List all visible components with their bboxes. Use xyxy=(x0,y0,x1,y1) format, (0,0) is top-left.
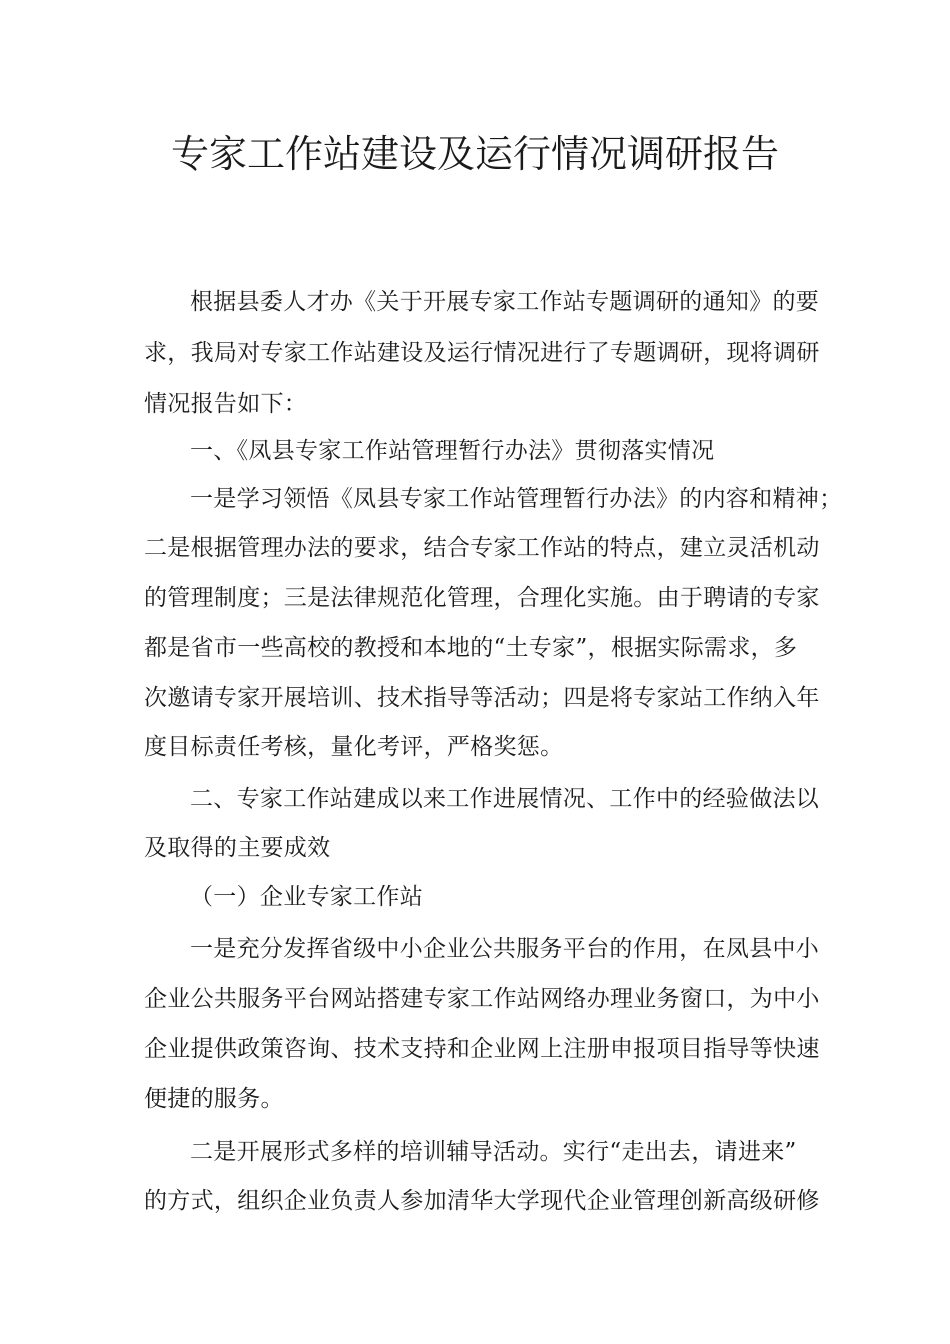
paragraph-line: 都是省市一些高校的教授和本地的“土专家”，根据实际需求，多 xyxy=(144,635,798,661)
document-title: 专家工作站建设及运行情况调研报告 xyxy=(170,132,779,176)
subsection-heading: （一）企业专家工作站 xyxy=(190,884,423,910)
paragraph-line: 次邀请专家开展培训、技术指导等活动；四是将专家站工作纳入年 xyxy=(144,685,820,711)
paragraph-line: 企业提供政策咨询、技术支持和企业网上注册申报项目指导等快速 xyxy=(144,1036,820,1062)
paragraph-line: 求，我局对专家工作站建设及运行情况进行了专题调研，现将调研 xyxy=(144,340,820,366)
section-heading-cont: 及取得的主要成效 xyxy=(144,835,331,861)
paragraph-line: 便捷的服务。 xyxy=(144,1086,284,1112)
paragraph-line: 企业公共服务平台网站搭建专家工作站网络办理业务窗口，为中小 xyxy=(144,986,820,1012)
paragraph-line: 根据县委人才办《关于开展专家工作站专题调研的通知》的要 xyxy=(190,289,820,315)
paragraph-line: 一是学习领悟《凤县专家工作站管理暂行办法》的内容和精神； xyxy=(190,486,843,512)
paragraph-line: 度目标责任考核，量化考评，严格奖惩。 xyxy=(144,734,564,760)
paragraph-line: 情况报告如下： xyxy=(144,391,308,417)
paragraph-line: 一是充分发挥省级中小企业公共服务平台的作用，在凤县中小 xyxy=(190,936,820,962)
section-heading: 二、专家工作站建成以来工作进展情况、工作中的经验做法以 xyxy=(190,786,820,812)
paragraph-line: 二是开展形式多样的培训辅导活动。实行“走出去，请进来” xyxy=(190,1139,797,1165)
paragraph-line: 的管理制度；三是法律规范化管理，合理化实施。由于聘请的专家 xyxy=(144,585,820,611)
paragraph-line: 的方式，组织企业负责人参加清华大学现代企业管理创新高级研修 xyxy=(144,1188,820,1214)
paragraph-line: 二是根据管理办法的要求，结合专家工作站的特点，建立灵活机动 xyxy=(144,535,820,561)
section-heading: 一、《凤县专家工作站管理暂行办法》贯彻落实情况 xyxy=(190,438,715,464)
